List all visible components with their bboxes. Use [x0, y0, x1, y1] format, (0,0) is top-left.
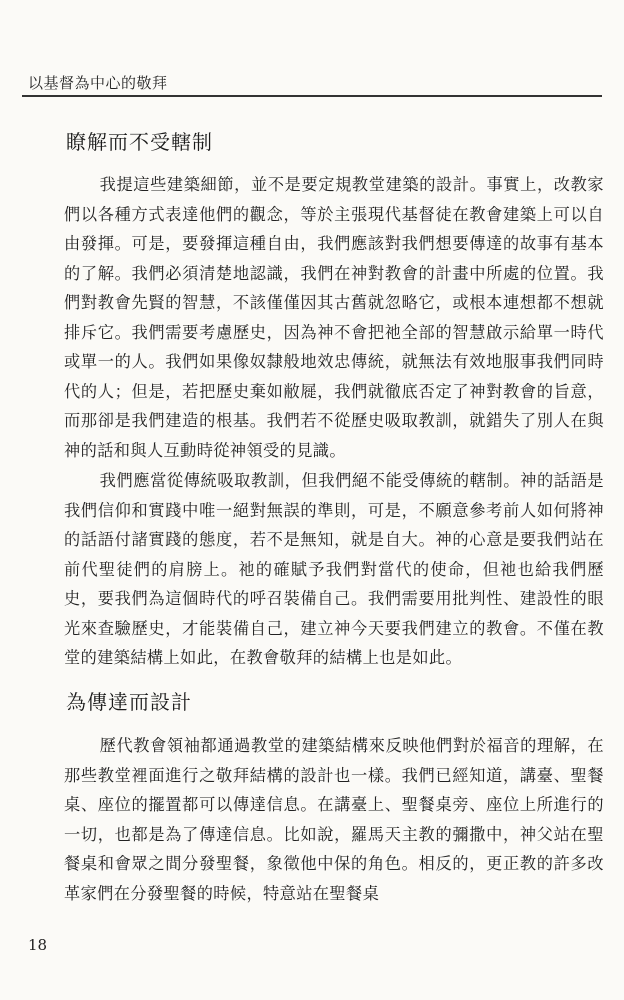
page-number: 18 [28, 936, 48, 954]
paragraph: 我們應當從傳統吸取教訓，但我們絕不能受傳統的轄制。神的話語是我們信仰和實踐中唯一絕對無誤的準則，可是，不願意參考前人如何將神的話語付諸實踐的態度，若不是無知，就是自大。神的心意是要我們站在前代聖徒們的肩膀上。祂的確賦予我們對當代的使命，但祂也給我們歷史，要我們為這個時代的呼召裝備自己。我們需要用批判性、建設性的眼光來查驗歷史，才能裝備自己，建立神今天要我們建立的教會。不僅在教堂的建築結構上如此，在教會敬拜的結構上也是如此。 [64, 471, 604, 667]
paragraph: 歷代教會領袖都通過教堂的建築結構來反映他們對於福音的理解，在那些教堂裡面進行之敬拜結構的設計也一樣。我們已經知道，講臺、聖餐桌、座位的擺置都可以傳達信息。在講臺上、聖餐桌旁、座位上所進行的一切，也都是為了傳達信息。比如說，羅馬天主教的彌撒中，神父站在聖餐桌和會眾之間分發聖餐，象徵他中保的角色。相反的，更正教的許多改革家們在分發聖餐的時候，特意站在聖餐桌 [64, 736, 604, 903]
paragraph: 我提這些建築細節，並不是要定規教堂建築的設計。事實上，改教家們以各種方式表達他們的觀念，等於主張現代基督徒在教會建築上可以自由發揮。可是，要發揮這種自由，我們應該對我們想要傳達的故事有基本的了解。我們必須清楚地認識，我們在神對教會的計畫中所處的位置。我們對教會先賢的智慧，不該僅僅因其古舊就忽略它，或根本連想都不想就排斥它。我們需要考慮歷史，因為神不會把祂全部的智慧啟示給單一時代或單一的人。我們如果像奴隸般地效忠傳統，就無法有效地服事我們同時代的人；但是，若把歷史棄如敝屣，我們就徹底否定了神對教會的旨意，而那卻是我們建造的根基。我們若不從歷史吸取教訓，就錯失了別人在與神的話和與人互動時從神領受的見識。 [64, 175, 604, 460]
header-rule [22, 95, 602, 97]
running-header: 以基督為中心的敬拜 [28, 74, 168, 92]
section-heading: 為傳達而設計 [66, 690, 192, 714]
section-heading: 瞭解而不受轄制 [66, 130, 213, 154]
